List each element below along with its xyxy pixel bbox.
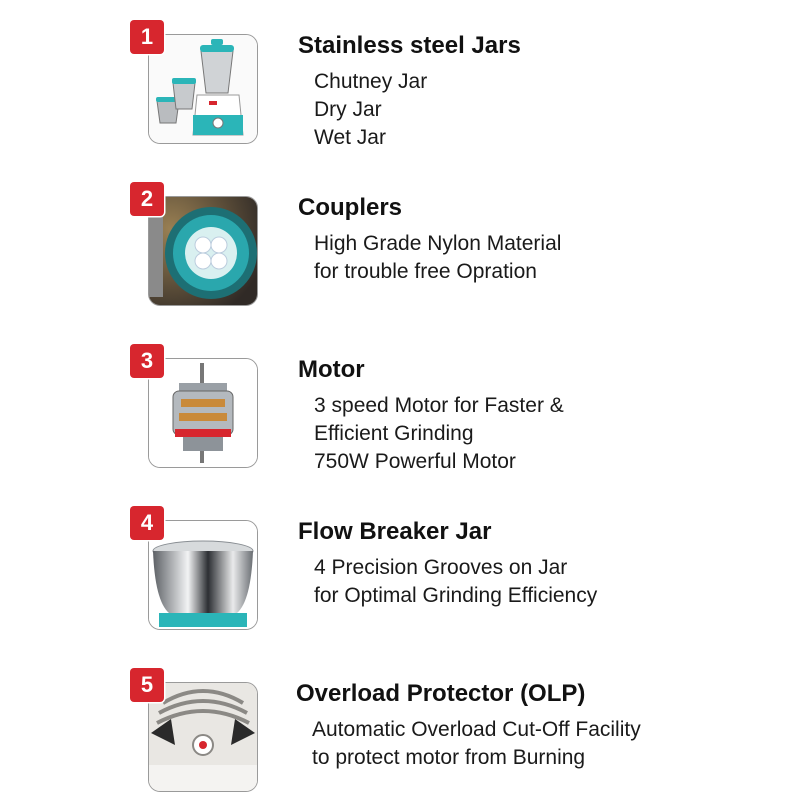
- mixer-jars-icon: [148, 34, 258, 144]
- feature-line: for trouble free Opration: [314, 260, 537, 283]
- feature-line: for Optimal Grinding Efficiency: [314, 584, 598, 607]
- feature-line: High Grade Nylon Material: [314, 232, 562, 255]
- feature-1: [0, 12, 800, 152]
- feature-lines: [314, 554, 597, 610]
- feature-3: [0, 336, 800, 476]
- feature-title: Motor: [298, 356, 365, 383]
- feature-line: 750W Powerful Motor: [314, 450, 516, 473]
- feature-title: Flow Breaker Jar: [298, 518, 492, 545]
- feature-title: Couplers: [298, 194, 403, 221]
- feature-title: Overload Protector (OLP): [296, 680, 586, 707]
- motor-icon: [148, 358, 258, 468]
- feature-number-badge: 3: [130, 344, 164, 378]
- feature-lines: [314, 392, 564, 476]
- feature-number-badge: 1: [130, 20, 164, 54]
- feature-number-badge: 5: [130, 668, 164, 702]
- flow-breaker-jar-icon: [148, 520, 258, 630]
- feature-title: Stainless steel Jars: [298, 32, 521, 59]
- feature-line: Dry Jar: [314, 98, 382, 121]
- feature-lines: [312, 716, 641, 772]
- feature-number-badge: 4: [130, 506, 164, 540]
- feature-4: [0, 498, 800, 638]
- feature-5: [0, 660, 800, 800]
- feature-2: [0, 174, 800, 314]
- feature-line: 3 speed Motor for Faster &: [314, 394, 564, 417]
- overload-protector-icon: [148, 682, 258, 792]
- feature-number-badge: 2: [130, 182, 164, 216]
- feature-line: 4 Precision Grooves on Jar: [314, 556, 568, 579]
- feature-line: to protect motor from Burning: [312, 746, 586, 769]
- feature-lines: [314, 68, 427, 152]
- coupler-icon: [148, 196, 258, 306]
- feature-line: Chutney Jar: [314, 70, 428, 93]
- feature-lines: [314, 230, 561, 286]
- feature-line: Efficient Grinding: [314, 422, 474, 445]
- feature-line: Wet Jar: [314, 126, 386, 149]
- feature-line: Automatic Overload Cut-Off Facility: [312, 718, 641, 741]
